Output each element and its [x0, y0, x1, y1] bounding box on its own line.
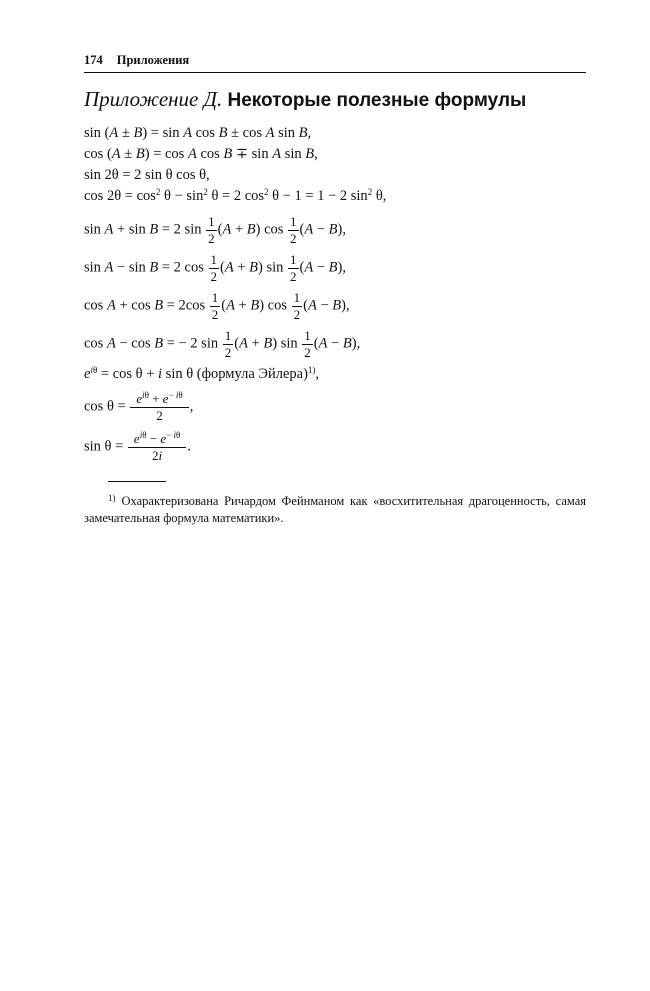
formula-sin-sum: sin (A ± B) = sin A cos B ± cos A sin B,: [84, 125, 312, 141]
appendix-title: [84, 87, 584, 112]
appendix-heading: Некоторые полезные формулы: [227, 90, 527, 111]
footnote-marker: 1): [108, 493, 116, 503]
formula-sin-minus-sin: sin A − sin B = 2 cos $\frac{1}{2}$ (A + B) sin $\frac{1}{2}$ (A − B),: [84, 252, 346, 284]
header-rule: [84, 72, 586, 73]
formula-cos-exp: cos θ = $\frac{e^{i\theta} + e^{- i\theta}}{2}$ ,: [84, 390, 194, 423]
formula-cos-sum: cos (A ± B) = cos A cos B ∓ sin A sin B,: [84, 146, 318, 162]
footnote-rule: [108, 481, 166, 482]
formula-cos-plus-cos: cos A + cos B = 2cos $\frac{1}{2}$ (A + B) cos $\frac{1}{2}$ (A − B),: [84, 290, 350, 322]
section-name: Приложения: [116, 53, 190, 67]
formula-cos-minus-cos: cos A − cos B = − 2 sin $\frac{1}{2}$ (A + B) sin $\frac{1}{2}$ (A − B),: [84, 328, 361, 360]
running-header: [84, 53, 586, 68]
formula-cos-double: $\cos 2\theta = \cos^2 \theta - \sin^2 \theta = 2$ $\cos^2 \theta - 1 = 1 - 2$ $\sin^2 \theta$,: [84, 187, 387, 204]
footnote-text: Охарактеризована Ричардом Фейнманом как «восхитительная драгоценность, самая замечательная формула математики».: [84, 494, 586, 525]
appendix-label: Приложение Д.: [84, 87, 223, 111]
formula-sin-plus-sin: sin A + sin B = 2 sin $\frac{1}{2}$ (A + B) cos $\frac{1}{2}$ (A − B),: [84, 214, 346, 246]
formula-euler: $e^{i\theta} = \cos \theta + i$ sin θ (формула Эйлера)$^{1)}$,: [84, 365, 320, 382]
footnote: [84, 490, 586, 527]
formula-sin-double: sin 2θ = 2 sin θ cos θ,: [84, 167, 210, 183]
formula-sin-exp: sin θ = $\frac{e^{i\theta} - e^{- i\theta}}{2i}$ .: [84, 430, 191, 463]
page-number: 174: [84, 53, 103, 67]
